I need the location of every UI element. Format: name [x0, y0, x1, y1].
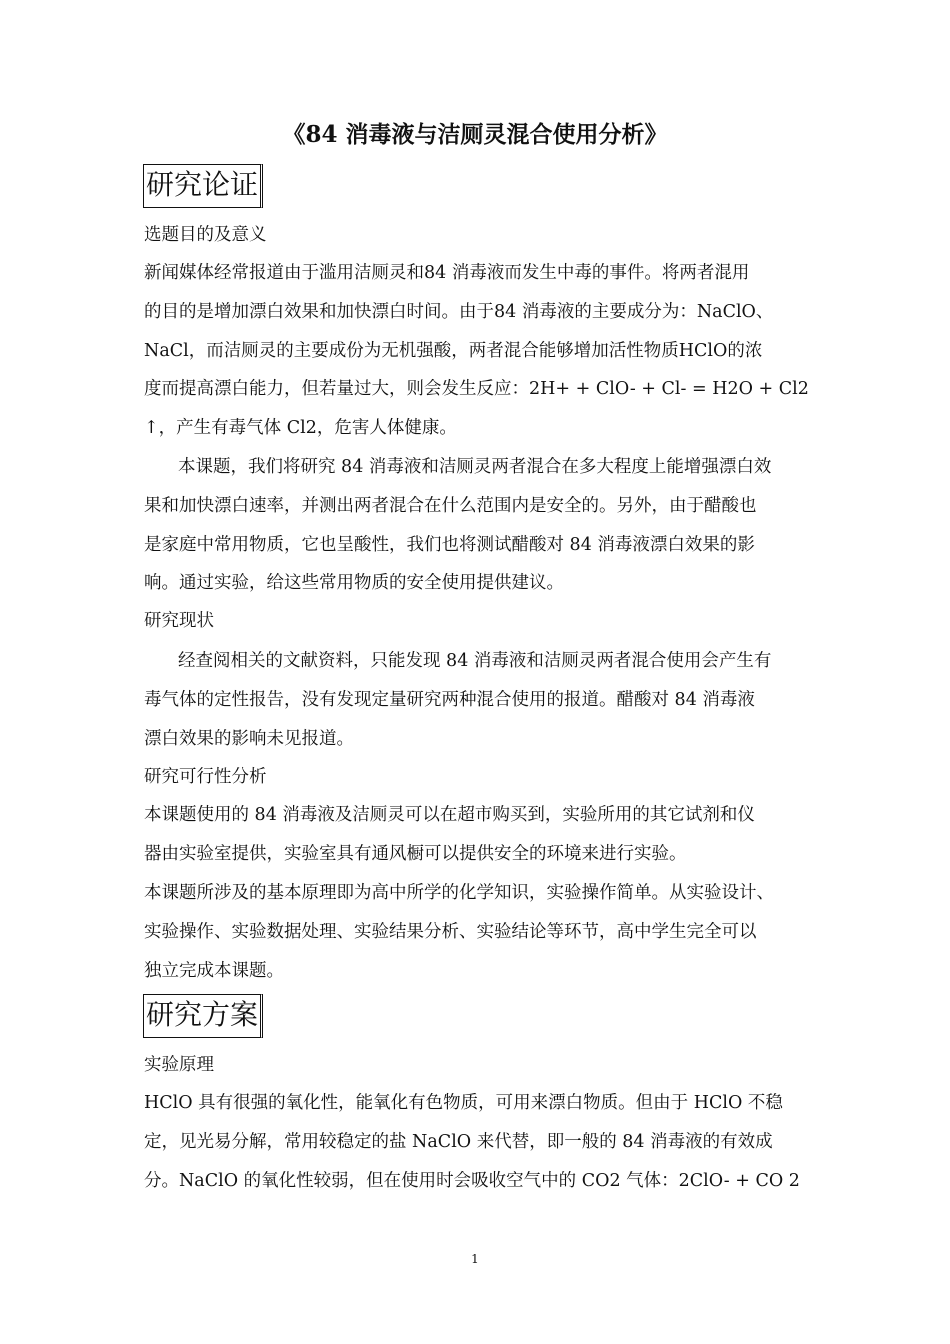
text-line: 新闻媒体经常报道由于滥用洁厕灵和84 消毒液而发生中毒的事件。将两者混用: [144, 263, 750, 283]
text-line: 分。NaClO 的氧化性较弱，但在使用时会吸收空气中的 CO2 气体：2ClO- + CO 2: [144, 1170, 800, 1191]
section-heading-research-argument: 研究论证: [143, 164, 263, 208]
text-line: 器由实验室提供，实验室具有通风橱可以提供安全的环境来进行实验。: [144, 843, 687, 864]
text-line: NaCl，而洁厕灵的主要成份为无机强酸，两者混合能够增加活性物质HClO的浓: [144, 340, 763, 361]
subheading-purpose: 选题目的及意义: [144, 225, 267, 245]
text-line: 毒气体的定性报告，没有发现定量研究两种混合使用的报道。醋酸对 84 消毒液: [144, 689, 755, 710]
document-title: 《84 消毒液与洁厕灵混合使用分析》: [282, 121, 668, 148]
text-line: HClO 具有很强的氧化性，能氧化有色物质，可用来漂白物质。但由于 HClO 不稳: [144, 1093, 783, 1113]
paragraph-status-1: [144, 646, 814, 762]
text-line: 响。通过实验，给这些常用物质的安全使用提供建议。: [144, 573, 564, 594]
text-line: 独立完成本课题。: [144, 960, 284, 981]
text-line: 经查阅相关的文献资料，只能发现 84 消毒液和洁厕灵两者混合使用会产生有: [178, 651, 772, 671]
text-line: 实验操作、实验数据处理、实验结果分析、实验结论等环节，高中学生完全可以: [144, 921, 757, 942]
paragraph-purpose-1: [144, 258, 814, 452]
page-number: 1: [471, 1252, 479, 1266]
text-line: 定，见光易分解，常用较稳定的盐 NaClO 来代替，即一般的 84 消毒液的有效成: [144, 1131, 773, 1152]
text-line: 本课题所涉及的基本原理即为高中所学的化学知识，实验操作简单。从实验设计、: [144, 883, 774, 903]
subheading-status: 研究现状: [144, 611, 214, 631]
text-line: 果和加快漂白速率，并测出两者混合在什么范围内是安全的。另外，由于醋酸也: [144, 495, 757, 516]
paragraph-purpose-2: [144, 452, 814, 607]
section-heading-research-plan: 研究方案: [143, 994, 263, 1038]
text-line: 漂白效果的影响未见报道。: [144, 728, 354, 749]
paragraph-feasibility-2: [144, 878, 814, 994]
text-line: 是家庭中常用物质，它也呈酸性，我们也将测试醋酸对 84 消毒液漂白效果的影: [144, 534, 755, 555]
text-line: ↑，产生有毒气体 Cl2，危害人体健康。: [144, 418, 457, 439]
paragraph-principle-1: [144, 1088, 814, 1204]
subheading-principle: 实验原理: [144, 1055, 214, 1075]
text-line: 的目的是增加漂白效果和加快漂白时间。由于84 消毒液的主要成分为：NaClO、: [144, 301, 774, 322]
subheading-feasibility: 研究可行性分析: [144, 767, 267, 787]
text-line: 度而提高漂白能力，但若量过大，则会发生反应：2H+ + ClO- + Cl- = H2O + Cl2: [144, 379, 809, 400]
text-line: 本课题，我们将研究 84 消毒液和洁厕灵两者混合在多大程度上能增强漂白效: [178, 457, 772, 477]
text-line: 本课题使用的 84 消毒液及洁厕灵可以在超市购买到，实验所用的其它试剂和仪: [144, 805, 755, 825]
paragraph-feasibility-1: [144, 800, 814, 878]
